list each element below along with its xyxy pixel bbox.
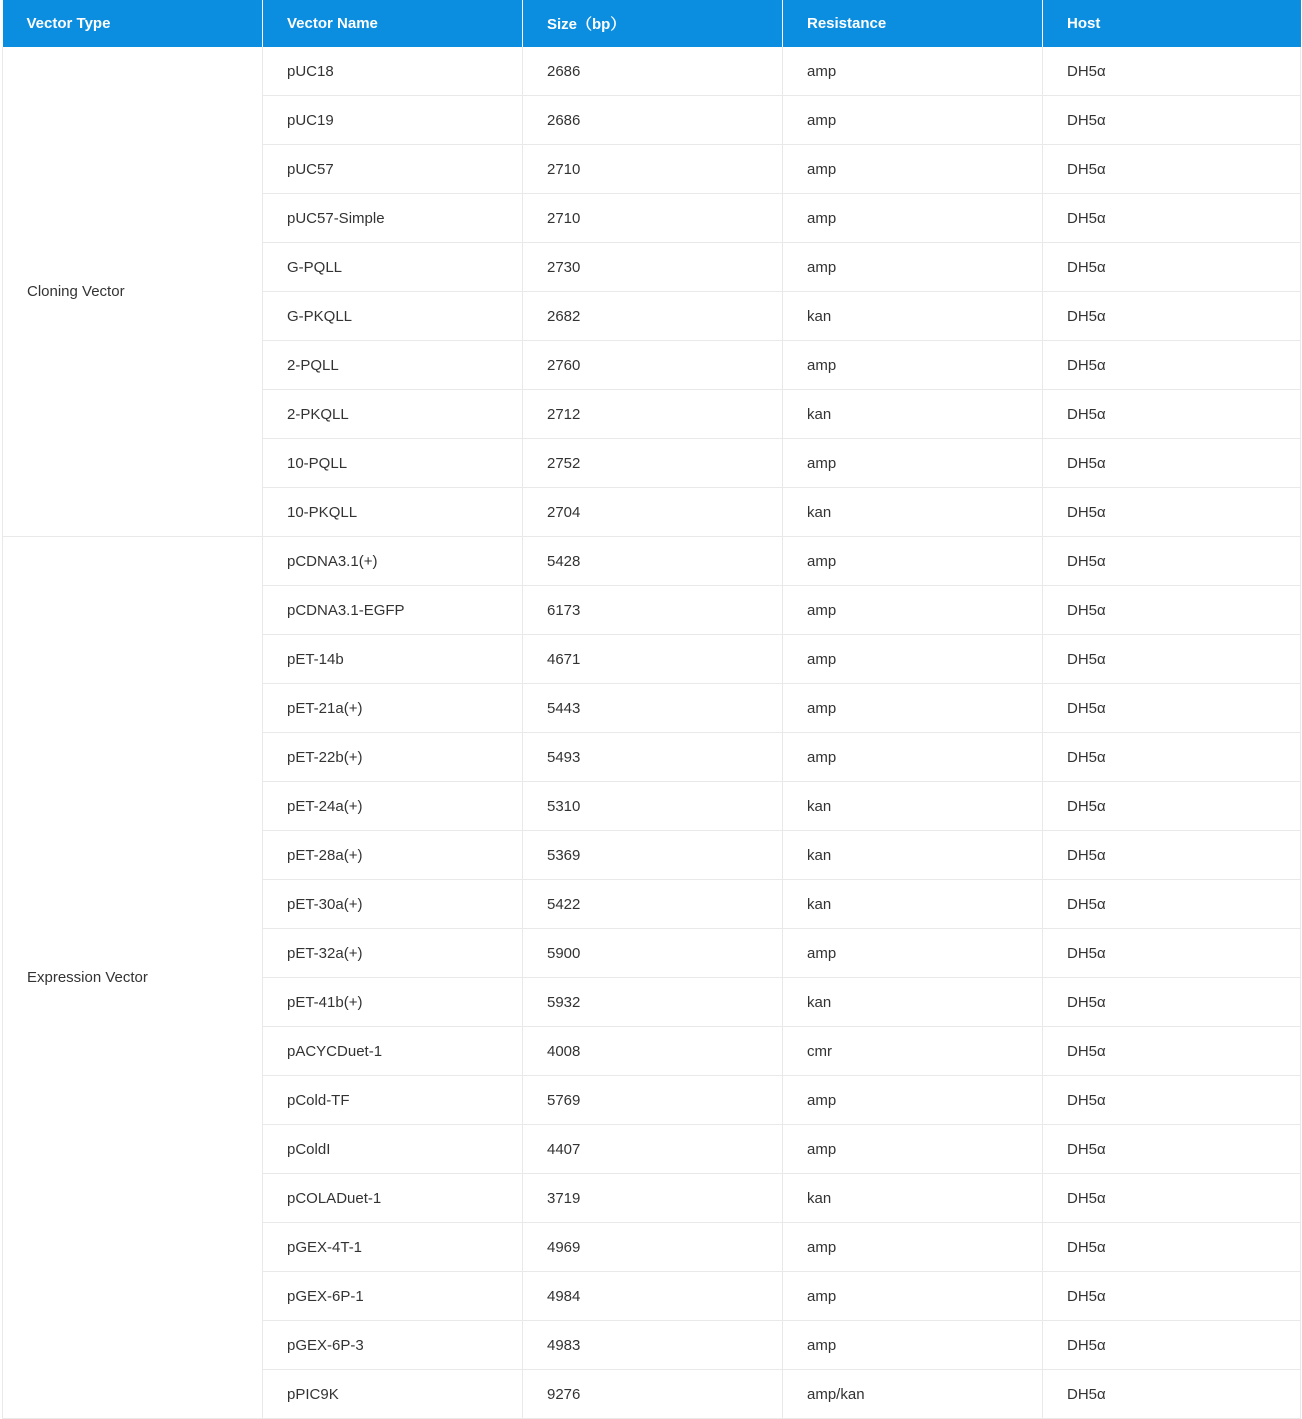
size-cell: 4008 [523, 1027, 783, 1076]
vector-name-cell: pCDNA3.1(+) [263, 537, 523, 586]
vector-name-cell: pET-28a(+) [263, 831, 523, 880]
host-cell: DH5α [1043, 1125, 1301, 1174]
host-cell: DH5α [1043, 145, 1301, 194]
resistance-cell: amp [783, 96, 1043, 145]
table-row [3, 537, 1301, 586]
resistance-cell: amp [783, 439, 1043, 488]
resistance-cell: kan [783, 880, 1043, 929]
vector-name-cell: G-PQLL [263, 243, 523, 292]
resistance-cell: amp [783, 586, 1043, 635]
resistance-cell: kan [783, 831, 1043, 880]
size-cell: 5932 [523, 978, 783, 1027]
size-cell: 5769 [523, 1076, 783, 1125]
size-cell: 5443 [523, 684, 783, 733]
size-cell: 5493 [523, 733, 783, 782]
host-cell: DH5α [1043, 488, 1301, 537]
resistance-cell: amp [783, 47, 1043, 96]
size-cell: 5900 [523, 929, 783, 978]
vector-name-cell: pGEX-4T-1 [263, 1223, 523, 1272]
resistance-cell: cmr [783, 1027, 1043, 1076]
size-cell: 2686 [523, 47, 783, 96]
size-cell: 3719 [523, 1174, 783, 1223]
resistance-cell: amp [783, 194, 1043, 243]
host-cell: DH5α [1043, 96, 1301, 145]
vector-name-cell: pET-22b(+) [263, 733, 523, 782]
table-body [3, 47, 1301, 1419]
host-cell: DH5α [1043, 733, 1301, 782]
vector-name-cell: 2-PQLL [263, 341, 523, 390]
host-cell: DH5α [1043, 47, 1301, 96]
size-cell: 9276 [523, 1370, 783, 1419]
host-cell: DH5α [1043, 243, 1301, 292]
resistance-cell: amp [783, 145, 1043, 194]
size-cell: 6173 [523, 586, 783, 635]
host-cell: DH5α [1043, 1223, 1301, 1272]
vector-type-cell: Cloning Vector [3, 47, 263, 537]
vector-name-cell: pET-32a(+) [263, 929, 523, 978]
size-cell: 5369 [523, 831, 783, 880]
resistance-cell: kan [783, 292, 1043, 341]
vector-name-cell: pCold-TF [263, 1076, 523, 1125]
resistance-cell: amp/kan [783, 1370, 1043, 1419]
size-cell: 4983 [523, 1321, 783, 1370]
resistance-cell: amp [783, 635, 1043, 684]
vector-name-cell: pCOLADuet-1 [263, 1174, 523, 1223]
vector-table-grid [2, 0, 1301, 1419]
resistance-cell: amp [783, 1321, 1043, 1370]
host-cell: DH5α [1043, 341, 1301, 390]
host-cell: DH5α [1043, 292, 1301, 341]
host-cell: DH5α [1043, 635, 1301, 684]
size-cell: 2704 [523, 488, 783, 537]
header-row [3, 0, 1301, 47]
header-vector-type: Vector Type [3, 0, 263, 47]
resistance-cell: kan [783, 782, 1043, 831]
size-cell: 2752 [523, 439, 783, 488]
vector-name-cell: pET-14b [263, 635, 523, 684]
resistance-cell: kan [783, 488, 1043, 537]
vector-name-cell: pET-24a(+) [263, 782, 523, 831]
host-cell: DH5α [1043, 439, 1301, 488]
vector-name-cell: pPIC9K [263, 1370, 523, 1419]
size-cell: 5428 [523, 537, 783, 586]
vector-name-cell: pUC19 [263, 96, 523, 145]
size-cell: 2682 [523, 292, 783, 341]
vector-name-cell: pColdI [263, 1125, 523, 1174]
resistance-cell: amp [783, 341, 1043, 390]
vector-name-cell: pET-21a(+) [263, 684, 523, 733]
vector-name-cell: G-PKQLL [263, 292, 523, 341]
size-cell: 2730 [523, 243, 783, 292]
vector-name-cell: pACYCDuet-1 [263, 1027, 523, 1076]
host-cell: DH5α [1043, 1174, 1301, 1223]
host-cell: DH5α [1043, 194, 1301, 243]
host-cell: DH5α [1043, 537, 1301, 586]
vector-name-cell: pCDNA3.1-EGFP [263, 586, 523, 635]
size-cell: 5422 [523, 880, 783, 929]
resistance-cell: amp [783, 1125, 1043, 1174]
host-cell: DH5α [1043, 880, 1301, 929]
host-cell: DH5α [1043, 1272, 1301, 1321]
vector-name-cell: pUC57 [263, 145, 523, 194]
vector-name-cell: pET-30a(+) [263, 880, 523, 929]
table-row [3, 47, 1301, 96]
vector-name-cell: 10-PQLL [263, 439, 523, 488]
vector-name-cell: pET-41b(+) [263, 978, 523, 1027]
size-cell: 2760 [523, 341, 783, 390]
host-cell: DH5α [1043, 684, 1301, 733]
resistance-cell: amp [783, 537, 1043, 586]
table-header [3, 0, 1301, 47]
host-cell: DH5α [1043, 1076, 1301, 1125]
size-cell: 5310 [523, 782, 783, 831]
size-cell: 2686 [523, 96, 783, 145]
size-cell: 2710 [523, 194, 783, 243]
host-cell: DH5α [1043, 782, 1301, 831]
size-cell: 4407 [523, 1125, 783, 1174]
size-cell: 4969 [523, 1223, 783, 1272]
size-cell: 4984 [523, 1272, 783, 1321]
resistance-cell: amp [783, 1223, 1043, 1272]
header-resistance: Resistance [783, 0, 1043, 47]
vector-name-cell: pUC18 [263, 47, 523, 96]
host-cell: DH5α [1043, 1321, 1301, 1370]
resistance-cell: amp [783, 733, 1043, 782]
resistance-cell: amp [783, 1272, 1043, 1321]
resistance-cell: kan [783, 978, 1043, 1027]
vector-name-cell: 2-PKQLL [263, 390, 523, 439]
resistance-cell: kan [783, 390, 1043, 439]
host-cell: DH5α [1043, 1370, 1301, 1419]
vector-name-cell: pGEX-6P-3 [263, 1321, 523, 1370]
size-cell: 2712 [523, 390, 783, 439]
host-cell: DH5α [1043, 929, 1301, 978]
host-cell: DH5α [1043, 978, 1301, 1027]
resistance-cell: amp [783, 684, 1043, 733]
resistance-cell: amp [783, 243, 1043, 292]
header-size: Size（bp） [523, 0, 783, 47]
vector-name-cell: 10-PKQLL [263, 488, 523, 537]
vector-name-cell: pGEX-6P-1 [263, 1272, 523, 1321]
host-cell: DH5α [1043, 586, 1301, 635]
host-cell: DH5α [1043, 831, 1301, 880]
vector-name-cell: pUC57-Simple [263, 194, 523, 243]
resistance-cell: amp [783, 1076, 1043, 1125]
host-cell: DH5α [1043, 390, 1301, 439]
resistance-cell: amp [783, 929, 1043, 978]
vector-type-cell: Expression Vector [3, 537, 263, 1419]
host-cell: DH5α [1043, 1027, 1301, 1076]
size-cell: 4671 [523, 635, 783, 684]
header-host: Host [1043, 0, 1301, 47]
header-vector-name: Vector Name [263, 0, 523, 47]
resistance-cell: kan [783, 1174, 1043, 1223]
size-cell: 2710 [523, 145, 783, 194]
